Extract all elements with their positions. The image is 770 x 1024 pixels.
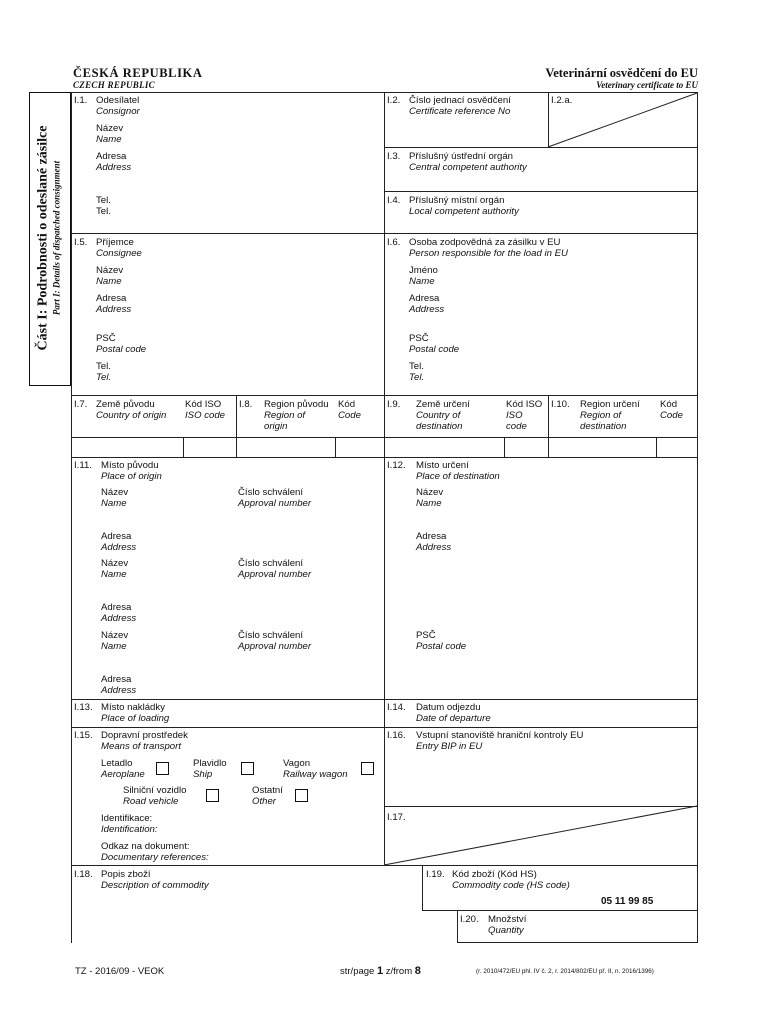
road-vehicle-label: Silniční vozidlo	[123, 785, 187, 796]
code-label: Kód	[338, 399, 356, 410]
postal-code-label: PSČ	[96, 333, 116, 344]
postal-code-label-en: Postal code	[416, 641, 467, 652]
field-number: I.18.	[74, 869, 93, 880]
name-label: Název	[416, 487, 444, 498]
code-label: Kód	[660, 399, 678, 410]
tel-label-en: Tel.	[96, 206, 111, 217]
country-of-destination-label: Země určení	[416, 399, 470, 410]
country-of-destination-label-en: Country of	[416, 410, 461, 421]
certificate-title-en: Veterinary certificate to EU	[596, 80, 698, 90]
tel-label: Tel.	[96, 195, 111, 206]
ship-label: Plavidlo	[193, 758, 227, 769]
commodity-description-label-en: Description of commodity	[101, 880, 209, 891]
page-number: 1	[376, 965, 384, 977]
place-of-loading-label-en: Place of loading	[101, 713, 170, 724]
commodity-code-label: Kód zboží (Kód HS)	[452, 869, 537, 880]
field-number: I.11.	[74, 460, 92, 471]
tel-label-en: Tel.	[96, 372, 112, 383]
aeroplane-checkbox[interactable]	[156, 762, 169, 775]
address-label-en: Address	[96, 304, 132, 315]
name-label: Název	[101, 630, 129, 641]
certificate-ref-label-en: Certificate reference No	[409, 106, 511, 117]
postal-code-label-en: Postal code	[96, 344, 147, 355]
address-label: Adresa	[101, 602, 132, 613]
name-label: Název	[101, 558, 129, 569]
means-of-transport-label-en: Means of transport	[101, 741, 181, 752]
road-vehicle-checkbox[interactable]	[206, 789, 219, 802]
consignee-label-en: Consignee	[96, 248, 142, 259]
responsible-person-label-en: Person responsible for the load in EU	[409, 248, 568, 259]
field-number: I.13.	[74, 702, 93, 713]
address-label: Adresa	[409, 293, 440, 304]
address-label-en: Address	[101, 542, 137, 553]
identification-label-en: Identification:	[101, 824, 158, 835]
local-authority-label-en: Local competent authority	[409, 206, 519, 217]
name-label-en: Name	[96, 276, 122, 287]
field-number: I.12.	[387, 460, 406, 471]
place-of-destination-label-en: Place of destination	[416, 471, 500, 482]
tel-label: Tel.	[409, 361, 424, 372]
iso-code-label: Kód ISO	[506, 399, 543, 410]
field-number: I.9.	[387, 399, 401, 410]
documentary-references-label: Odkaz na dokument:	[101, 841, 190, 852]
name-label-en: Name	[416, 498, 442, 509]
tel-label-en: Tel.	[409, 372, 425, 383]
name-label-en: Name	[101, 641, 127, 652]
consignee-label: Příjemce	[96, 237, 134, 248]
tel-label: Tel.	[96, 361, 111, 372]
name-label: Název	[96, 265, 124, 276]
postal-code-label: PSČ	[409, 333, 429, 344]
approval-number-label-en: Approval number	[238, 569, 312, 580]
part-one-title-cz: Část I: Podrobnosti o odeslané zásilce	[35, 125, 51, 351]
place-of-origin-label: Místo původu	[101, 460, 159, 471]
field-number: I.8.	[239, 399, 253, 410]
approval-number-label-en: Approval number	[238, 641, 312, 652]
field-number: I.17.	[387, 812, 406, 823]
country-of-destination-label-en-2: destination	[416, 421, 463, 432]
approval-number-label-en: Approval number	[238, 498, 312, 509]
means-of-transport-label: Dopravní prostředek	[101, 730, 188, 741]
approval-number-label: Číslo schválení	[238, 630, 304, 641]
field-number: I.2.a.	[551, 95, 573, 106]
country-of-origin-label-en: Country of origin	[96, 410, 167, 421]
address-label-en: Address	[409, 304, 445, 315]
address-label: Adresa	[96, 293, 127, 304]
consignor-label: Odesílatel	[96, 95, 140, 106]
field-number: I.2.	[387, 95, 401, 106]
address-label-en: Address	[101, 685, 137, 696]
region-of-destination-label-en: Region of	[580, 410, 622, 421]
name-label: Název	[96, 123, 124, 134]
quantity-label-en: Quantity	[488, 925, 524, 936]
place-of-loading-label: Místo nakládky	[101, 702, 165, 713]
field-number: I.1.	[74, 95, 88, 106]
commodity-code-value[interactable]: 05 11 99 85	[601, 896, 654, 907]
central-authority-label-en: Central competent authority	[409, 162, 527, 173]
other-transport-checkbox[interactable]	[295, 789, 308, 802]
iso-code-label-en-2: code	[506, 421, 527, 432]
field-number: I.3.	[387, 151, 401, 162]
aeroplane-label-en: Aeroplane	[101, 769, 145, 780]
other-transport-label: Ostatní	[252, 785, 283, 796]
page-prefix: str/page	[340, 966, 375, 977]
commodity-description-label: Popis zboží	[101, 869, 151, 880]
name-label-en: Name	[96, 134, 122, 145]
region-of-destination-label-en-2: destination	[580, 421, 627, 432]
code-label-en: Code	[660, 410, 683, 421]
address-label-en: Address	[101, 613, 137, 624]
ship-label-en: Ship	[193, 769, 213, 780]
railway-wagon-checkbox[interactable]	[361, 762, 374, 775]
name-label-en: Name	[409, 276, 435, 287]
ship-checkbox[interactable]	[241, 762, 254, 775]
certificate-title: Veterinární osvědčení do EU	[545, 66, 698, 80]
page-indicator	[340, 965, 421, 977]
place-of-origin-label-en: Place of origin	[101, 471, 162, 482]
field-number: I.6.	[387, 237, 401, 248]
legal-reference: (r. 2010/472/EU phl. IV č. 2, r. 2014/802/EU př. II, n. 2016/1396)	[476, 968, 654, 975]
railway-wagon-label-en: Railway wagon	[283, 769, 348, 780]
part-one-title-en: Part I: Details of dispatched consignment	[51, 160, 62, 316]
page-total: 8	[414, 965, 421, 977]
railway-wagon-label: Vagon	[283, 758, 311, 769]
name-label: Název	[101, 487, 129, 498]
form-code: TZ - 2016/09 - VEOK	[75, 966, 165, 977]
field-number: I.19.	[426, 869, 445, 880]
aeroplane-label: Letadlo	[101, 758, 133, 769]
documentary-references-label-en: Documentary references:	[101, 852, 209, 863]
region-of-destination-label: Region určení	[580, 399, 640, 410]
other-transport-label-en: Other	[252, 796, 276, 807]
road-vehicle-label-en: Road vehicle	[123, 796, 179, 807]
field-number: I.16.	[387, 730, 406, 741]
approval-number-label: Číslo schválení	[238, 558, 304, 569]
commodity-code-label-en: Commodity code (HS code)	[452, 880, 570, 891]
iso-code-label: Kód ISO	[185, 399, 222, 410]
code-label-en: Code	[338, 410, 361, 421]
name-label-en: Name	[101, 498, 127, 509]
region-of-origin-label-en-2: origin	[264, 421, 288, 432]
field-number: I.4.	[387, 195, 401, 206]
diagonal-line	[384, 806, 697, 865]
postal-code-label-en: Postal code	[409, 344, 460, 355]
address-label: Adresa	[416, 531, 447, 542]
field-number: I.20.	[460, 914, 479, 925]
address-label-en: Address	[416, 542, 452, 553]
address-label: Adresa	[101, 674, 132, 685]
field-number: I.14.	[387, 702, 406, 713]
address-label-en: Address	[96, 162, 132, 173]
date-of-departure-label-en: Date of departure	[416, 713, 491, 724]
address-label: Adresa	[96, 151, 127, 162]
entry-bip-label-en: Entry BIP in EU	[416, 741, 483, 752]
field-number: I.5.	[74, 237, 88, 248]
local-authority-label: Příslušný místní orgán	[409, 195, 505, 206]
region-of-origin-label: Region původu	[264, 399, 329, 410]
central-authority-label: Příslušný ústřední orgán	[409, 151, 513, 162]
certificate-ref-label: Číslo jednací osvědčení	[409, 95, 511, 106]
iso-code-label-en: ISO	[506, 410, 523, 421]
quantity-label: Množství	[488, 914, 527, 925]
address-label: Adresa	[101, 531, 132, 542]
name-label-en: Name	[101, 569, 127, 580]
field-number: I.7.	[74, 399, 88, 410]
country-of-origin-label: Země původu	[96, 399, 155, 410]
entry-bip-label: Vstupní stanoviště hraniční kontroly EU	[416, 730, 584, 741]
name-label: Jméno	[409, 265, 438, 276]
country-name-en: CZECH REPUBLIC	[73, 80, 155, 90]
responsible-person-label: Osoba zodpovědná za zásilku v EU	[409, 237, 561, 248]
approval-number-label: Číslo schválení	[238, 487, 304, 498]
consignor-label-en: Consignor	[96, 106, 140, 117]
postal-code-label: PSČ	[416, 630, 436, 641]
iso-code-label-en: ISO code	[185, 410, 225, 421]
country-name: ČESKÁ REPUBLIKA	[73, 66, 203, 80]
page-mid: z/from	[385, 966, 413, 977]
place-of-destination-label: Místo určení	[416, 460, 469, 471]
identification-label: Identifikace:	[101, 813, 153, 824]
field-number: I.15.	[74, 730, 93, 741]
field-number: I.10.	[551, 399, 570, 410]
region-of-origin-label-en: Region of	[264, 410, 306, 421]
date-of-departure-label: Datum odjezdu	[416, 702, 481, 713]
